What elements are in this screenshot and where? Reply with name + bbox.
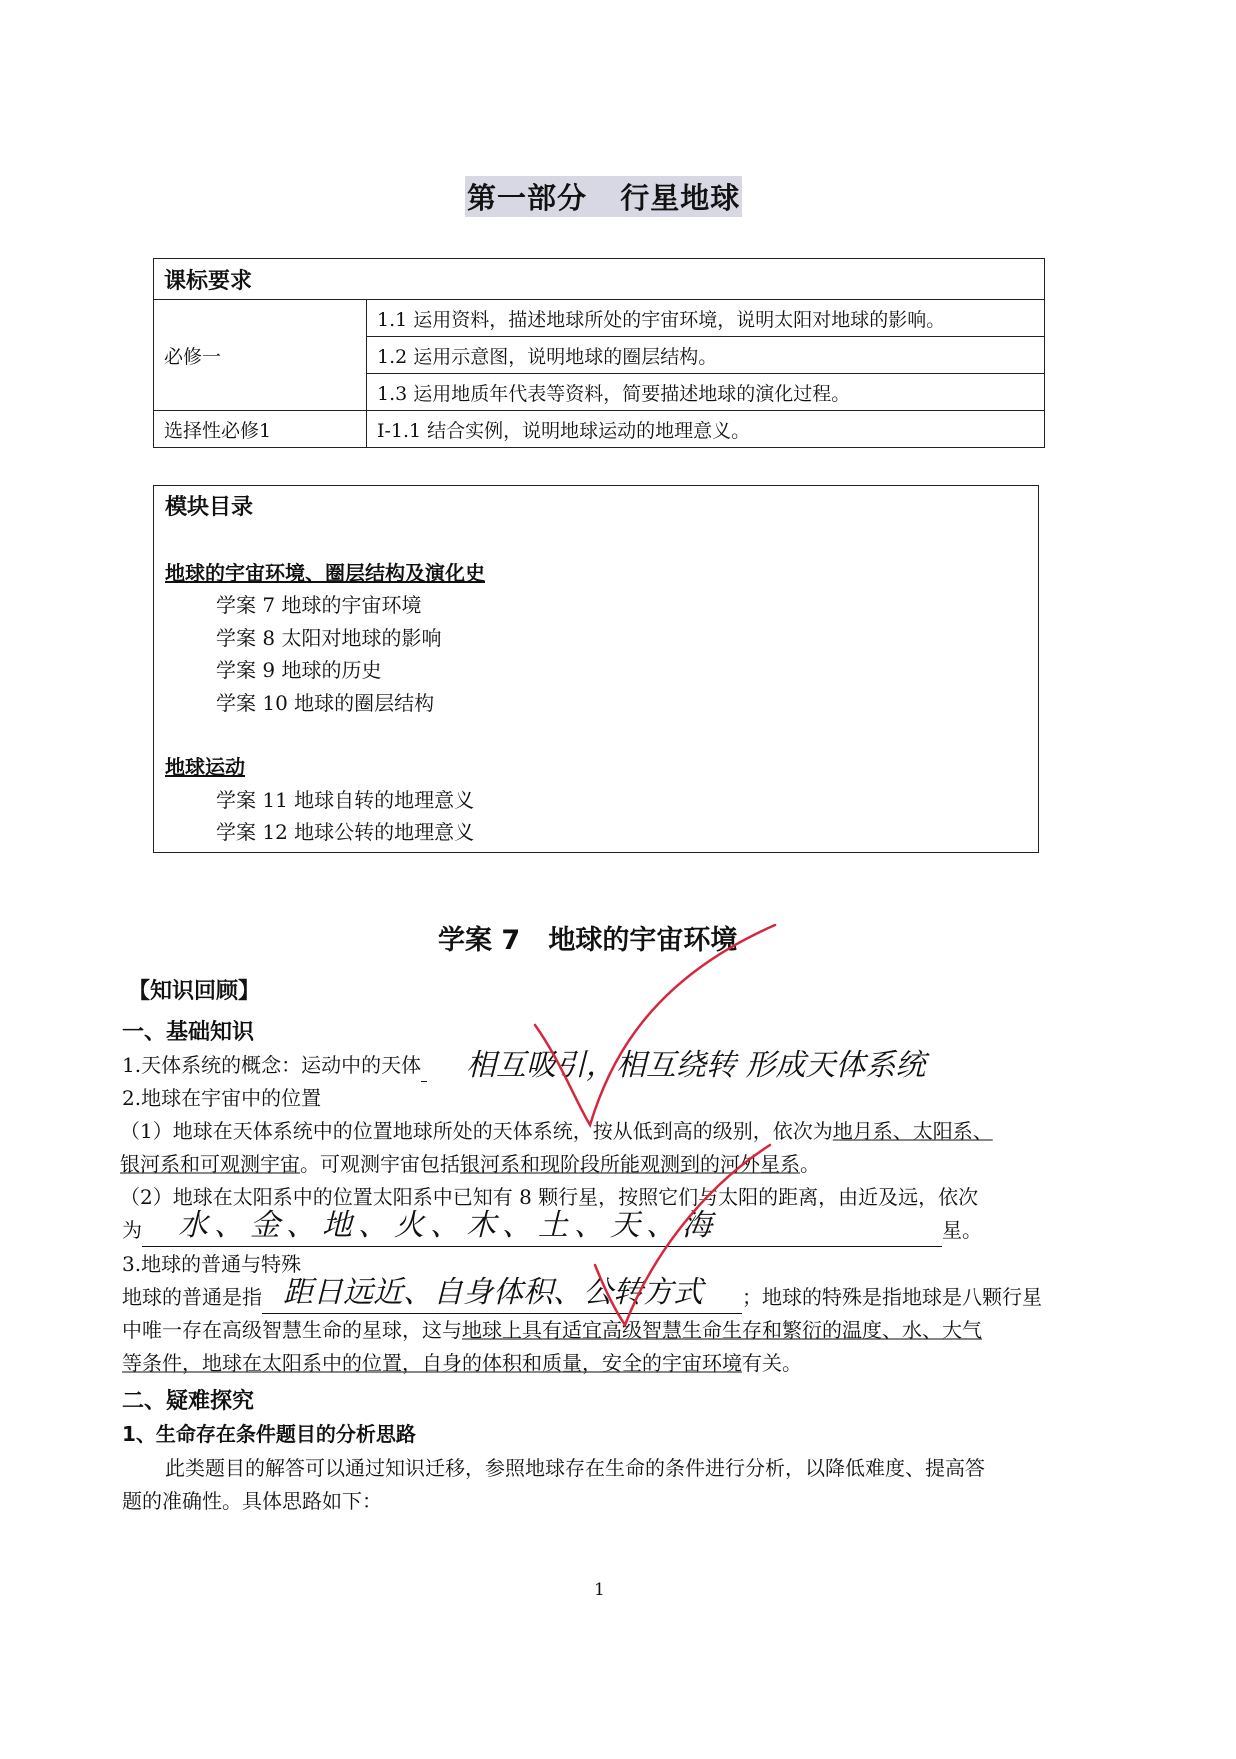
section-heading: 地球运动 — [165, 755, 245, 779]
p3-text: 中唯一存在高级智慧生命的星球，这与 — [122, 1318, 462, 1342]
part-title: 第一部分 行星地球 — [465, 176, 742, 217]
p3-underline: 地球上具有适宜高级智慧生命生存和繁衍的温度、水、大气 — [462, 1318, 982, 1342]
explore-heading: 二、疑难探究 — [122, 1389, 255, 1414]
q3-line: 3.地球的普通与特殊 — [122, 1252, 302, 1276]
req-item: Ⅰ-1.1 结合实例，说明地球运动的地理意义。 — [367, 411, 1045, 448]
q2-line: 2.地球在宇宙中的位置 — [122, 1086, 322, 1110]
module-item: 学案 7 地球的宇宙环境 — [216, 593, 422, 617]
section-heading: 地球的宇宙环境、圈层结构及演化史 — [165, 561, 485, 585]
basic-heading: 一、基础知识 — [122, 1020, 255, 1045]
p2-text: 为 — [122, 1218, 142, 1242]
module-item: 学案 10 地球的圈层结构 — [216, 691, 435, 715]
p3-text: ；地球的特殊是指地球是八颗行星 — [742, 1285, 1042, 1309]
p3-underline: 等条件，地球在太阳系中的位置，自身的体积和质量，安全的宇宙环境 — [122, 1351, 742, 1375]
p1-underline: 地月系、太阳系、 — [832, 1119, 993, 1143]
req-item: 1.1 运用资料，描述地球所处的宇宙环境，说明太阳对地球的影响。 — [367, 300, 1045, 337]
lesson-title: 学案 7 地球的宇宙环境 — [438, 925, 738, 956]
page-number: 1 — [594, 1580, 605, 1600]
p1-text: 。可观测宇宙包括 — [300, 1152, 460, 1176]
row-label: 必修一 — [154, 300, 367, 411]
req-item: 1.2 运用示意图，说明地球的圈层结构。 — [367, 337, 1045, 374]
p1-underline: 银河系和现阶段所能观测到的河外星系 — [460, 1152, 800, 1176]
p3-text: 有关。 — [742, 1351, 802, 1375]
explore-paragraph-2: 题的准确性。具体思路如下： — [122, 1489, 382, 1513]
module-title: 模块目录 — [165, 495, 254, 520]
curriculum-header: 课标要求 — [154, 259, 1045, 300]
p1-text: 。 — [800, 1152, 820, 1176]
check-mark — [595, 1145, 770, 1325]
row-label: 选择性必修1 — [154, 411, 367, 448]
module-item: 学案 12 地球公转的地理意义 — [216, 820, 475, 844]
q1-prefix: 1.天体系统的概念：运动中的天体 — [122, 1053, 422, 1077]
paragraph-2: （2）地球在太阳系中的位置太阳系中已知有 8 颗行星，按照它们与太阳的距离，由近及远，依次 — [120, 1185, 979, 1209]
p2-end: 星。 — [942, 1218, 982, 1242]
p3-handwritten-answer: 距日远近、自身体积、公转方式 — [283, 1275, 703, 1310]
explore-paragraph: 此类题目的解答可以通过知识迁移，参照地球存在生命的条件进行分析，以降低难度、提高答 — [165, 1456, 985, 1480]
q1-handwritten-answer: 相互吸引，相互绕转 形成天体系统 — [466, 1048, 926, 1083]
req-item: 1.3 运用地质年代表等资料，简要描述地球的演化过程。 — [367, 374, 1045, 411]
review-heading: 【知识回顾】 — [128, 979, 261, 1004]
check-mark — [535, 925, 775, 1125]
p3-text: 地球的普通是指 — [122, 1285, 262, 1309]
module-item: 学案 11 地球自转的地理意义 — [216, 788, 475, 812]
module-item: 学案 9 地球的历史 — [216, 658, 382, 682]
module-item: 学案 8 太阳对地球的影响 — [216, 626, 442, 650]
p1-underline: 银河系和可观测宇宙 — [120, 1152, 300, 1176]
p1-text: （1）地球在天体系统中的位置地球所处的天体系统，按从低到高的级别，依次为 — [120, 1119, 833, 1143]
explore-subheading: 1、生命存在条件题目的分析思路 — [122, 1422, 416, 1446]
planets-handwritten-answer: 水、金、地、火、木、土、天、海 — [178, 1208, 718, 1243]
